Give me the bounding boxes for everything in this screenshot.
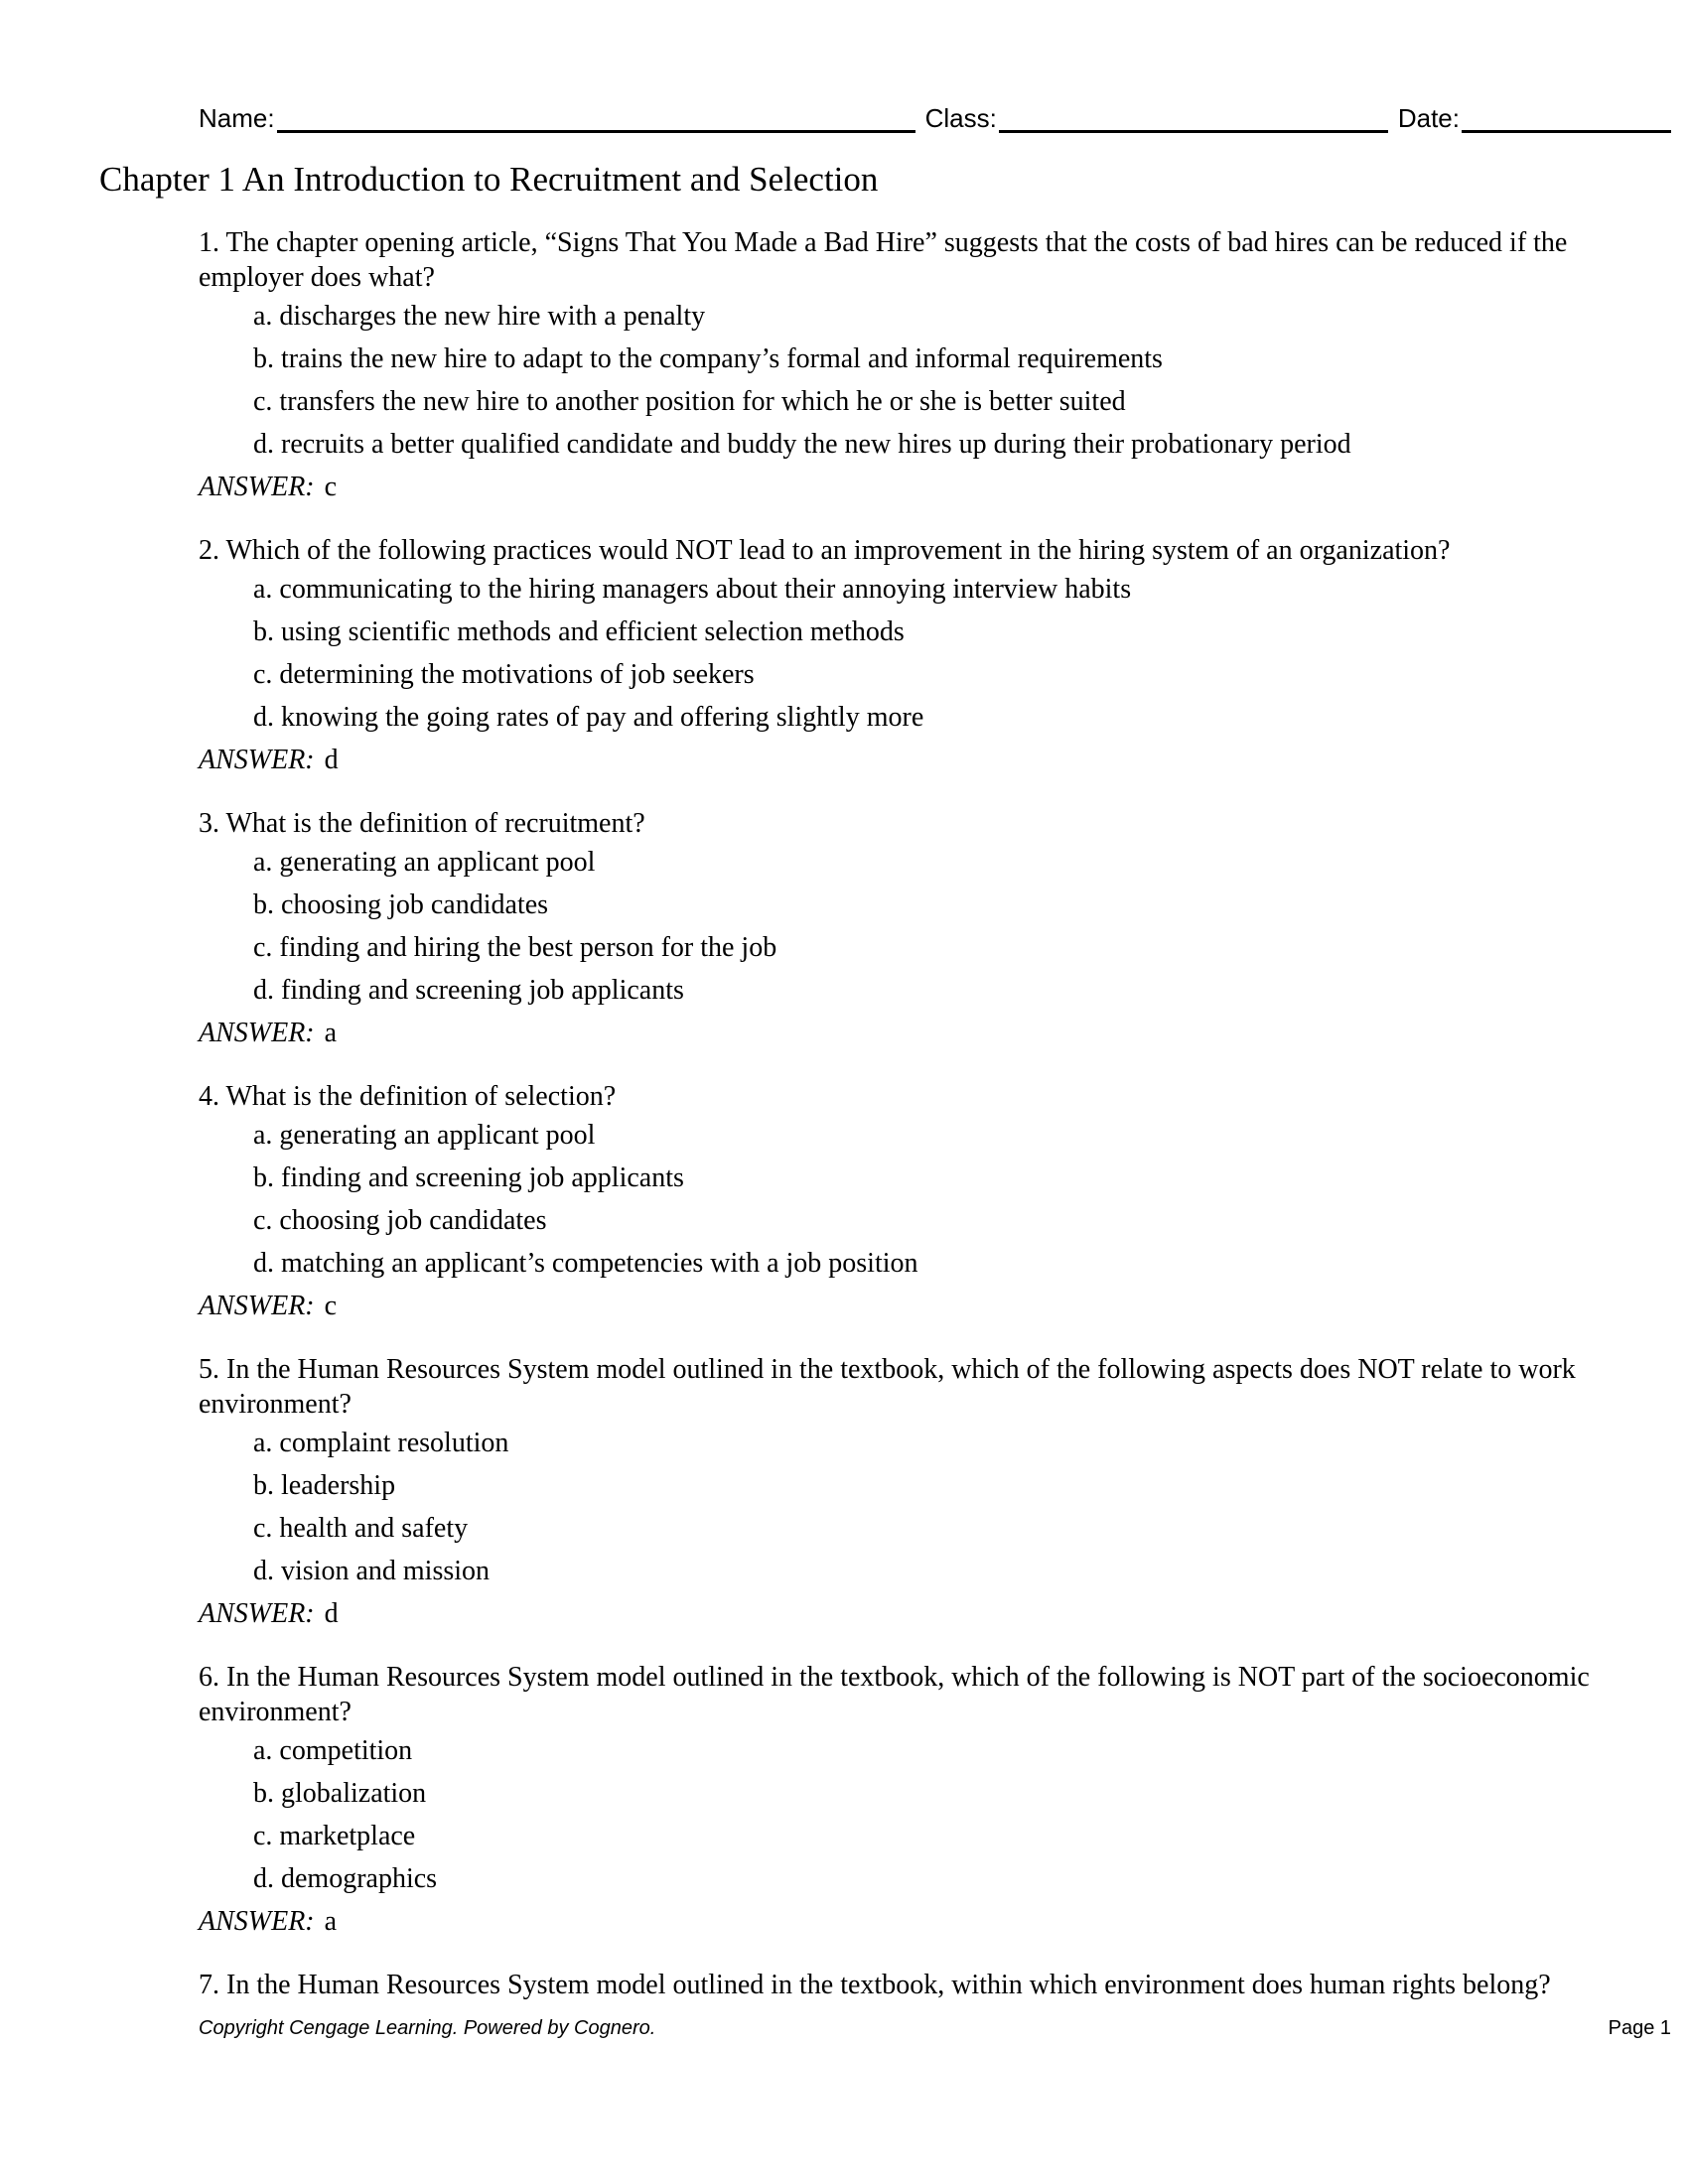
answer-option: d. vision and mission — [253, 1556, 491, 1586]
answer-value: c — [324, 1291, 338, 1321]
question-list — [199, 225, 1673, 2027]
class-label: Class: — [924, 103, 997, 133]
answer-option: b. choosing job candidates — [253, 889, 549, 920]
answer-option: d. matching an applicant’s competencies with a job position — [253, 1248, 918, 1279]
question-text: 1. The chapter opening article, “Signs That You Made a Bad Hire” suggests that the costs of bad hires can be reduced if the employer does what? — [199, 227, 1568, 293]
answer-option: b. using scientific methods and efficient selection methods — [253, 616, 905, 647]
answer-value: a — [324, 1018, 338, 1048]
answer-option: d. recruits a better qualified candidate and buddy the new hires up during their probationary period — [253, 429, 1351, 460]
answer-label: ANSWER: — [199, 1291, 315, 1321]
answer-option: d. knowing the going rates of pay and offering slightly more — [253, 702, 924, 733]
answer-line — [199, 1900, 1673, 1943]
question-text: 3. What is the definition of recruitment? — [199, 808, 645, 839]
answer-option: b. globalization — [253, 1778, 427, 1809]
answer-option: d. finding and screening job applicants — [253, 975, 684, 1006]
question-text: 5. In the Human Resources System model outlined in the textbook, which of the following aspects does NOT relate to work environment? — [199, 1354, 1576, 1420]
question — [199, 806, 1673, 1054]
answer-label: ANSWER: — [199, 472, 315, 502]
question-text: 4. What is the definition of selection? — [199, 1081, 617, 1112]
page-footer — [199, 2015, 1671, 2041]
date-label: Date: — [1397, 103, 1460, 133]
answer-option: c. marketplace — [253, 1821, 416, 1851]
answer-option: b. trains the new hire to adapt to the company’s formal and informal requirements — [253, 343, 1163, 374]
answer-option: a. communicating to the hiring managers about their annoying interview habits — [253, 574, 1132, 605]
student-info-header — [199, 99, 1671, 133]
answer-option: a. generating an applicant pool — [253, 1120, 596, 1151]
question-text: 6. In the Human Resources System model outlined in the textbook, which of the following is NOT part of the socioeconomic environment? — [199, 1662, 1590, 1727]
answer-label: ANSWER: — [199, 745, 315, 775]
question — [199, 1968, 1673, 2002]
answer-value: d — [324, 1598, 339, 1629]
answer-line — [199, 1592, 1673, 1635]
answer-option: c. determining the motivations of job seekers — [253, 659, 755, 690]
answer-line — [199, 739, 1673, 781]
answer-line — [199, 1012, 1673, 1054]
answer-option: a. generating an applicant pool — [253, 847, 596, 878]
answer-option: c. finding and hiring the best person for the job — [253, 932, 777, 963]
question — [199, 1352, 1673, 1635]
chapter-title: Chapter 1 An Introduction to Recruitment and Selection — [99, 160, 879, 199]
answer-option: a. discharges the new hire with a penalty — [253, 301, 706, 332]
answer-line — [199, 1285, 1673, 1327]
date-field[interactable] — [1462, 104, 1671, 133]
answer-option: a. complaint resolution — [253, 1428, 509, 1458]
question-text: 2. Which of the following practices would NOT lead to an improvement in the hiring system of an organization? — [199, 535, 1451, 566]
question — [199, 533, 1673, 781]
answer-label: ANSWER: — [199, 1906, 315, 1937]
answer-value: a — [324, 1906, 338, 1937]
answer-option: c. transfers the new hire to another position for which he or she is better suited — [253, 386, 1126, 417]
answer-value: d — [324, 745, 339, 775]
answer-label: ANSWER: — [199, 1598, 315, 1629]
answer-option: c. choosing job candidates — [253, 1205, 547, 1236]
question — [199, 1660, 1673, 1943]
answer-option: b. leadership — [253, 1470, 396, 1501]
question — [199, 225, 1673, 508]
question-text: 7. In the Human Resources System model outlined in the textbook, within which environment does human rights belong? — [199, 1970, 1551, 2000]
answer-line — [199, 466, 1673, 508]
answer-option: a. competition — [253, 1735, 413, 1766]
answer-option: d. demographics — [253, 1863, 438, 1894]
answer-label: ANSWER: — [199, 1018, 315, 1048]
answer-value: c — [324, 472, 338, 502]
page-number: Page 1 — [1608, 2017, 1671, 2039]
class-field[interactable] — [999, 104, 1388, 133]
name-field[interactable] — [277, 104, 915, 133]
name-label: Name: — [199, 103, 275, 133]
answer-option: b. finding and screening job applicants — [253, 1162, 684, 1193]
question — [199, 1079, 1673, 1327]
answer-option: c. health and safety — [253, 1513, 469, 1544]
copyright-text: Copyright Cengage Learning. Powered by Cognero. — [199, 2017, 656, 2039]
